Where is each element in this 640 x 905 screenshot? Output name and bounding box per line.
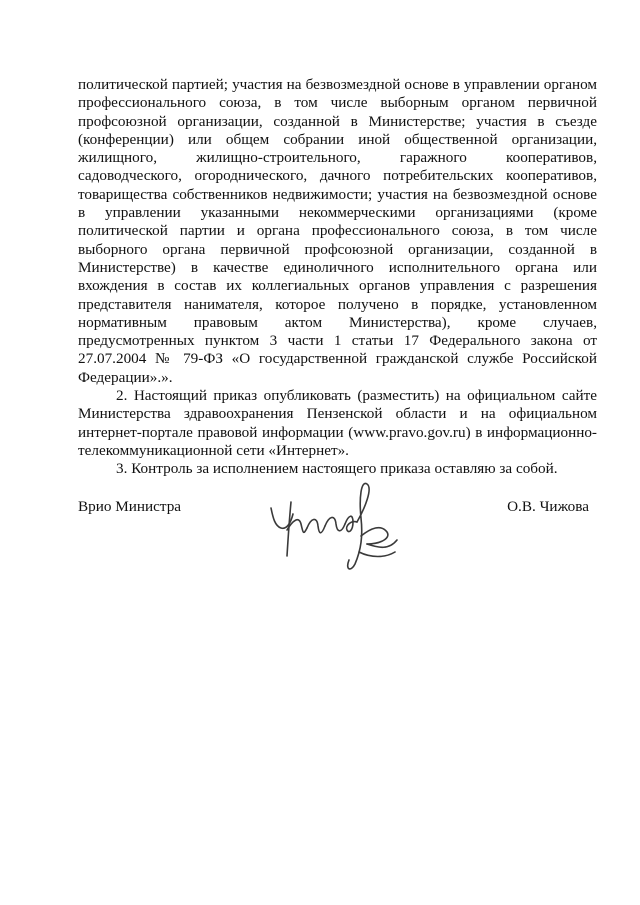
document-body (78, 76, 597, 479)
paragraph-item-3: 3. Контроль за исполнением настоящего приказа оставляю за собой. (116, 460, 558, 478)
paragraph-continuation: политической партией; участия на безвозмездной основе в управлении органом профессионального союза, в том числе выборным органом первичной профсоюзной организации, созданной в Министерстве; участия в съезде (конференции) или общем собрании иной общественной организации, жилищного, жилищно-строительного, гаражного кооперативов, садоводческого, огороднического, дачного потребительских кооперативов, товарищества собственников недвижимости; участия на безвозмездной основе в управлении указанными некоммерческими организациями (кроме политической партии и органа профессионального союза, в том числе выборного органа первичной профсоюзной организации, созданной в Министерстве) в качестве единоличного исполнительного органа или вхождения в состав их коллегиальных органов управления с разрешения представителя нанимателя, которое получено в порядке, установленном нормативным правовым актом Министерства), кроме случаев, предусмотренных пунктом 3 части 1 статьи 17 Федерального закона от 27.07.2004 № 79-ФЗ «О государственной гражданской службе Российской Федерации».». (78, 76, 597, 386)
signer-name: О.В. Чижова (507, 498, 589, 515)
handwritten-signature (263, 478, 403, 583)
signer-position: Врио Министра (78, 498, 182, 515)
paragraph-item-2: 2. Настоящий приказ опубликовать (разместить) на официальном сайте Министерства здравоохранения Пензенской области и на официальном интернет-портале правовой информации (www.pravo.gov.ru) в информационно-телекоммуникационной сети «Интернет». (78, 387, 597, 459)
signature-block (78, 498, 597, 588)
